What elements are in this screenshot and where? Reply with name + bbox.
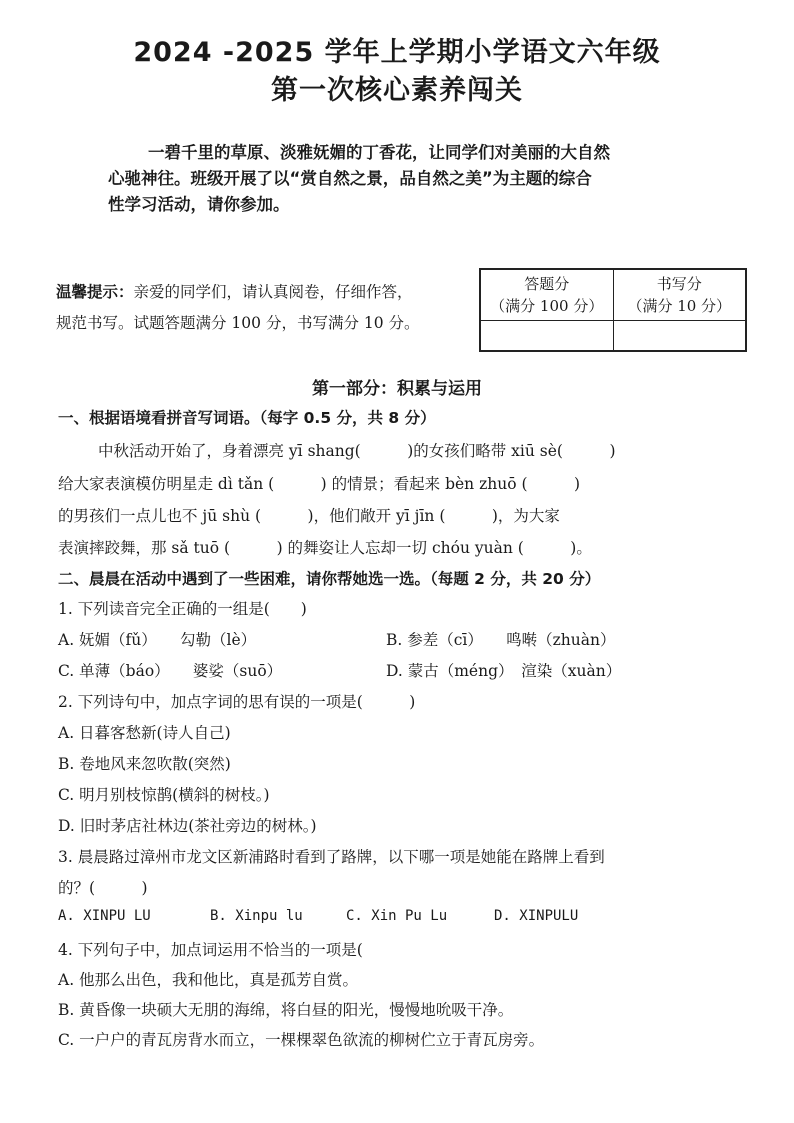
score-answer-header <box>480 269 613 321</box>
score-table-value-row <box>480 321 746 352</box>
q2-2-option-c: C. 明月别枝惊鹊(横斜的树枝。) <box>58 786 270 804</box>
intro-line: 心驰神往。班级开展了以“赏自然之景，品自然之美”为主题的综合 <box>108 169 592 188</box>
tip-line <box>56 277 476 308</box>
score-answer-sub: （满分 100 分） <box>490 297 604 315</box>
q2-2-option-d: D. 旧时茅店社林边(茶社旁边的树林。) <box>58 817 317 835</box>
score-table <box>479 268 747 352</box>
exam-title-line2: 第一次核心素养闯关 <box>271 75 523 106</box>
q2-1-option-b: B. 参差（cī） 鸣啭（zhuàn） <box>386 631 616 649</box>
score-table-header-row <box>480 269 746 321</box>
q2-2-stem: 2. 下列诗句中，加点字词的思有误的一项是( ) <box>58 693 416 711</box>
q2-3-option-c: C. Xin Pu Lu <box>346 908 448 924</box>
q1-line: 给大家表演模仿明星走 dì tǎn ( ) 的情景；看起来 bèn zhuō ( ) <box>58 475 581 493</box>
q2-4-option-b: B. 黄昏像一块硕大无朋的海绵，将白昼的阳光，慢慢地吮吸干净。 <box>58 1001 514 1019</box>
intro-line: 性学习活动，请你参加。 <box>108 195 290 214</box>
q2-1-option-d: D. 蒙古（méng） 渲染（xuàn） <box>386 662 622 680</box>
q1-line: 中秋活动开始了，身着漂亮 yī shang( )的女孩们略带 xiū sè( ) <box>98 442 616 460</box>
q2-2-option-a: A. 日暮客愁新(诗人自己) <box>58 724 231 742</box>
warm-tip <box>56 277 476 339</box>
intro-paragraph <box>108 140 678 218</box>
q1-heading: 一、根据语境看拼音写词语。（每字 0.5 分，共 8 分） <box>58 409 436 427</box>
tip-label: 温馨提示： <box>56 283 134 301</box>
q2-4-option-c: C. 一户户的青瓦房背水而立，一棵棵翠色欲流的柳树伫立于青瓦房旁。 <box>58 1031 545 1049</box>
score-writing-sub: （满分 10 分） <box>627 297 732 315</box>
q1-line: 的男孩们一点儿也不 jū shù ( )，他们敞开 yī jīn ( )，为大家 <box>58 507 560 525</box>
exam-title-line1: 2024 -2025 学年上学期小学语文六年级 <box>133 37 661 68</box>
score-answer-cell[interactable] <box>480 321 613 352</box>
part1-title: 第一部分：积累与运用 <box>312 379 482 399</box>
q2-4-option-a: A. 他那么出色，我和他比，真是孤芳自赏。 <box>58 971 359 989</box>
q2-4-stem: 4. 下列句子中，加点词运用不恰当的一项是( <box>58 941 363 959</box>
score-answer-title: 答题分 <box>524 275 570 293</box>
tip-text: 亲爱的同学们，请认真阅卷，仔细作答， <box>133 283 413 301</box>
score-writing-header <box>613 269 746 321</box>
tip-line: 规范书写。试题答题满分 100 分，书写满分 10 分。 <box>56 314 420 332</box>
q2-1-option-a: A. 妩媚（fǔ） 勾勒（lè） <box>58 631 257 649</box>
q2-3-stem: 3. 晨晨路过漳州市龙文区新浦路时看到了路牌，以下哪一项是她能在路牌上看到 <box>58 848 605 866</box>
score-writing-cell[interactable] <box>613 321 746 352</box>
q2-1-stem: 1. 下列读音完全正确的一组是( ) <box>58 600 307 618</box>
q2-3-option-a: A. XINPU LU <box>58 908 151 924</box>
intro-line: 一碧千里的草原、淡雅妩媚的丁香花，让同学们对美丽的大自然 <box>148 143 610 162</box>
q2-3-option-d: D. XINPULU <box>494 908 579 924</box>
score-writing-title: 书写分 <box>656 275 702 293</box>
q1-line: 表演摔跤舞，那 sǎ tuō ( ) 的舞姿让人忘却一切 chóu yuàn ( )。 <box>58 539 592 557</box>
q2-heading: 二、晨晨在活动中遇到了一些困难，请你帮她选一选。（每题 2 分，共 20 分） <box>58 570 601 588</box>
q2-3-option-b: B. Xinpu lu <box>210 908 303 924</box>
q2-1-option-c: C. 单薄（báo） 婆娑（suō） <box>58 662 283 680</box>
q2-2-option-b: B. 卷地风来忽吹散(突然) <box>58 755 231 773</box>
q2-3-stem-cont: 的？( ) <box>58 879 148 897</box>
